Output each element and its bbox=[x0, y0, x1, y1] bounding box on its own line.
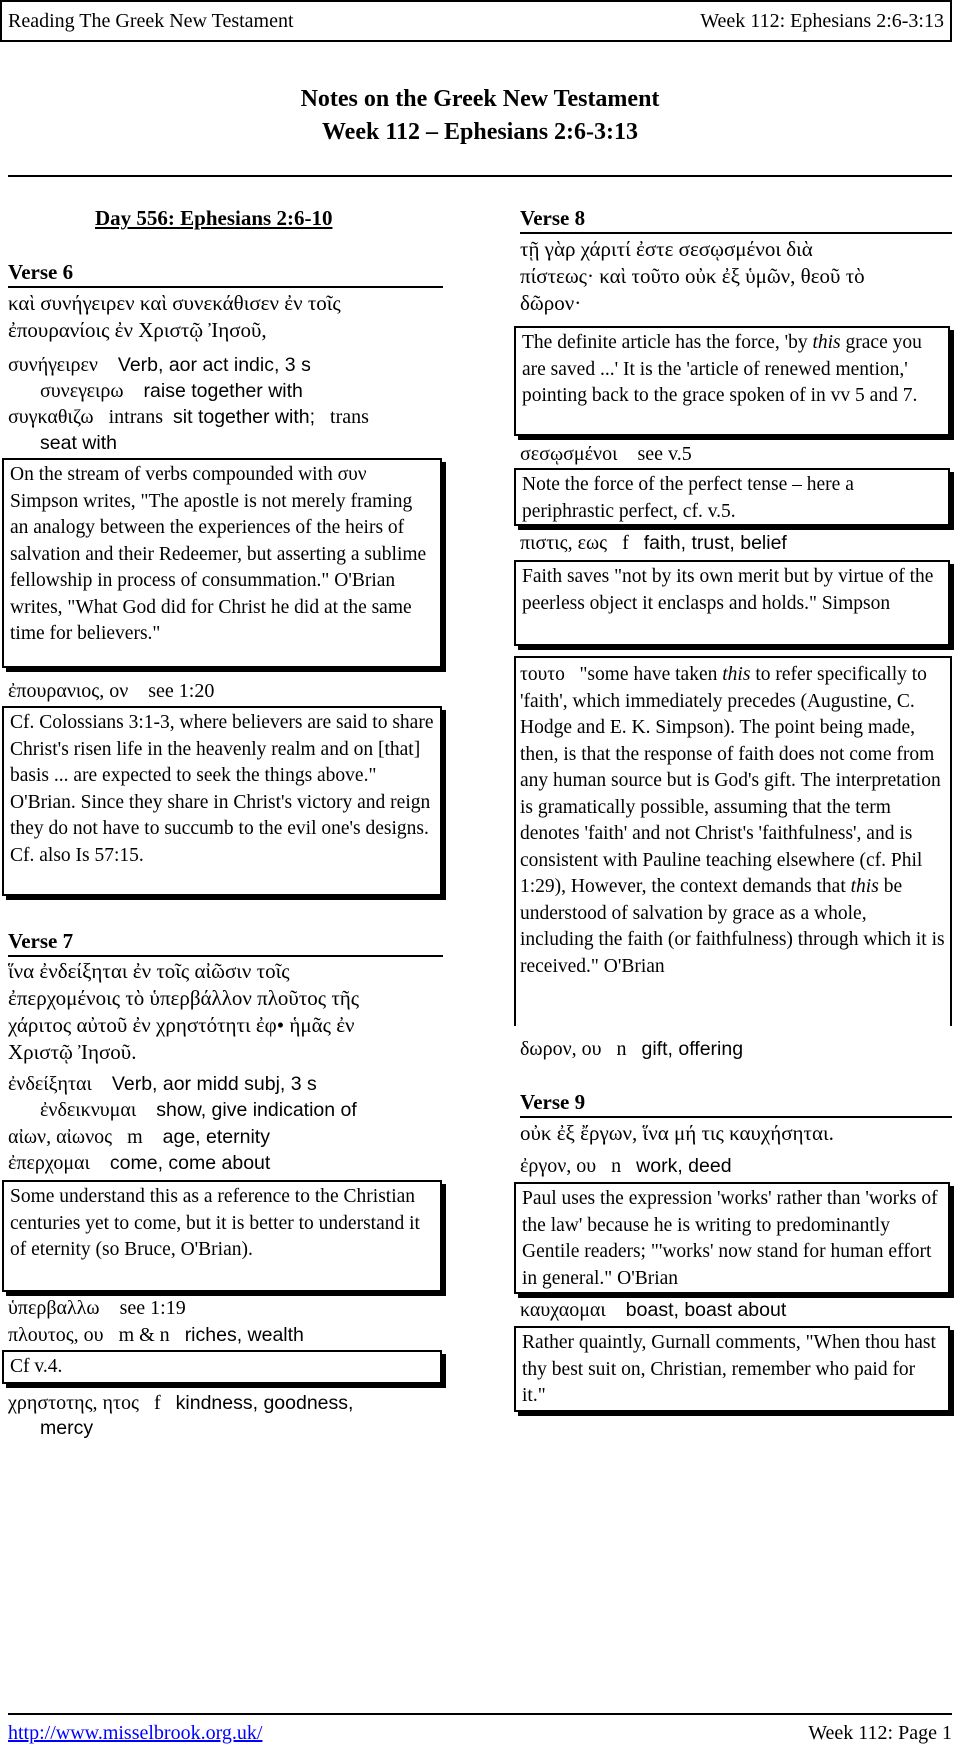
gloss: riches, wealth bbox=[184, 1324, 304, 1346]
note-box-verse8-3: Faith saves "not by its own merit but by virtue of the peerless object it enclasps and holds." Simpson bbox=[514, 560, 950, 646]
header-right: Week 112: Ephesians 2:6-3:13 bbox=[700, 10, 944, 32]
word: δωρον, ου bbox=[520, 1038, 602, 1060]
parse-endeixetai bbox=[8, 1071, 317, 1097]
day-heading: Day 556: Ephesians 2:6-10 bbox=[95, 206, 333, 230]
verse7-greek-line2: ἐπερχομένοις τὸ ὑπερβάλλον πλοῦτος τῆς bbox=[8, 986, 360, 1010]
note-box-verse6-2: Cf. Colossians 3:1-3, where believers are said to share Christ's risen life in the heavenly realm and on [that] basis ... are expected to seek the things above." O'Brian. Since they share in Christ's victory and reign they do not have to succumb to the evil one's designs. Cf. also Is 57:15. bbox=[2, 706, 442, 896]
gloss: sit together with; bbox=[173, 406, 316, 428]
verse7-greek-line1: ἵνα ἐνδείξηται ἐν τοῖς αἰῶσιν τοῖς bbox=[8, 959, 290, 983]
note-box-verse8-2: Note the force of the perfect tense – here a periphrastic perfect, cf. v.5. bbox=[514, 468, 950, 526]
word: συνεγειρω bbox=[40, 380, 124, 402]
lex-endeiknymai bbox=[40, 1097, 357, 1123]
note-box-verse8-1: The definite article has the force, 'by this grace you are saved ...' It is the 'article of renewed mention,' pointing back to the grace spoken of in vv 5 and 7. bbox=[514, 326, 950, 436]
word: ἐπερχομαι bbox=[8, 1152, 90, 1174]
gloss: age, eternity bbox=[162, 1126, 270, 1148]
gender: m bbox=[127, 1126, 143, 1148]
ref: see 1:20 bbox=[148, 680, 215, 702]
gloss: come, come about bbox=[109, 1152, 271, 1174]
verse6-greek-line1: καὶ συνήγειρεν καὶ συνεκάθισεν ἐν τοῖς bbox=[8, 291, 341, 315]
verse7-greek-line4: Χριστῷ Ἰησοῦ. bbox=[8, 1040, 137, 1064]
verse9-heading: Verse 9 bbox=[520, 1090, 586, 1114]
word: ἐπουρανιος, ον bbox=[8, 680, 129, 702]
word: συνήγειρεν bbox=[8, 354, 98, 376]
word: ἐργον, ου bbox=[520, 1155, 597, 1177]
gender: n bbox=[611, 1155, 622, 1177]
verse6-rule bbox=[8, 286, 443, 288]
verse7-heading: Verse 7 bbox=[8, 929, 74, 953]
note-touto: τουτο "some have taken this to refer specifically to 'faith', which immediately precedes (Augustine, C. Hodge and E. K. Simpson). The point being made, then, is that the response of faith does not come from any human source but is God's gift. The interpretation is gramatically possible, assuming that the term denotes 'faith' and not Christ's 'faithfulness', and is consistent with Pauline teaching elsewhere (cf. Phil 1:29), However, the context demands that this be understood of salvation by grace as a whole, including the faith (or faithfulness) through which it is received." O'Brian bbox=[520, 664, 945, 977]
word: συγκαθιζω bbox=[8, 406, 94, 428]
lex-synegeiro bbox=[40, 378, 303, 404]
gloss: boast, boast about bbox=[625, 1299, 787, 1321]
footer-link[interactable]: http://www.misselbrook.org.uk/ bbox=[8, 1722, 263, 1744]
verse9-greek-line1: οὐκ ἐξ ἔργων, ἵνα μή τις καυχήσηται. bbox=[520, 1121, 834, 1145]
gender: f bbox=[153, 1392, 161, 1414]
verse6-heading: Verse 6 bbox=[8, 260, 74, 284]
word: σεσῳσμένοι bbox=[520, 443, 618, 465]
lex-synkathizo bbox=[8, 404, 369, 430]
lex-hyperballo bbox=[8, 1295, 186, 1321]
parse: Verb, aor act indic, 3 s bbox=[117, 354, 311, 376]
word: χρηστοτης, ητος bbox=[8, 1392, 139, 1414]
note-box-verse9-1: Paul uses the expression 'works' rather than 'works of the law' because he is writing to predominantly Gentile readers; "'works' now stand for human effort in general." O'Brian bbox=[514, 1182, 950, 1294]
title-rule bbox=[8, 175, 952, 177]
verse8-greek-line1: τῇ γὰρ χάριτί ἐστε σεσῳσμένοι διὰ bbox=[520, 237, 813, 261]
lex-eperchomai bbox=[8, 1150, 270, 1176]
footer-rule bbox=[8, 1713, 952, 1715]
gloss: faith, trust, belief bbox=[643, 532, 787, 554]
verse7-rule bbox=[8, 955, 443, 957]
verse8-rule bbox=[520, 232, 952, 234]
verse9-rule bbox=[520, 1116, 952, 1118]
note-box-verse9-2: Rather quaintly, Gurnall comments, "When thou hast thy best suit on, Christian, remember who paid for it." bbox=[514, 1326, 950, 1412]
word: πλουτος, ου bbox=[8, 1324, 104, 1346]
note-box-verse7-1: Some understand this as a reference to the Christian centuries yet to come, but it is better to understand it of eternity (so Bruce, O'Brian). bbox=[2, 1180, 442, 1292]
word: αἰων, αἰωνος bbox=[8, 1126, 113, 1148]
page-title-line2: Week 112 – Ephesians 2:6-3:13 bbox=[321, 119, 639, 145]
word: καυχαομαι bbox=[520, 1299, 606, 1321]
ref: see 1:19 bbox=[119, 1297, 186, 1319]
verse7-greek-line3: χάριτος αὐτοῦ ἐν χρηστότητι ἐφ• ἡμᾶς ἐν bbox=[8, 1013, 355, 1037]
note-box-verse6-1: On the stream of verbs compounded with συν Simpson writes, "The apostle is not merely framing an analogy between the experiences of the heirs of salvation and their Redeemer, but asserting a sublime fellowship in process of consummation." O'Brian writes, "What God did for Christ he did at the same time for believers." bbox=[2, 458, 442, 668]
lex-ploutos bbox=[8, 1322, 304, 1348]
lex-epouranios bbox=[8, 678, 214, 704]
lex-synkathizo-gloss2: seat with bbox=[40, 432, 117, 454]
word: ἐνδείξηται bbox=[8, 1073, 92, 1095]
note-box-verse7-2: Cf v.4. bbox=[2, 1350, 442, 1384]
note: intrans bbox=[108, 406, 164, 428]
gloss: gift, offering bbox=[641, 1038, 744, 1060]
footer-left bbox=[8, 1722, 262, 1745]
lex-aion bbox=[8, 1124, 270, 1150]
gloss: work, deed bbox=[636, 1155, 732, 1177]
lex-chrestotes bbox=[8, 1390, 353, 1416]
word: ὑπερβαλλω bbox=[8, 1297, 100, 1319]
gloss: show, give indication of bbox=[156, 1099, 357, 1121]
gloss: kindness, goodness, bbox=[175, 1392, 354, 1414]
lex-chrestotes-gloss2: mercy bbox=[40, 1417, 94, 1439]
ref: see v.5 bbox=[637, 443, 692, 465]
note-touto-top-border bbox=[514, 656, 950, 658]
word: πιστις, εως bbox=[520, 532, 608, 554]
gender: f bbox=[622, 532, 629, 554]
header-left: Reading The Greek New Testament bbox=[8, 10, 294, 32]
footer-right: Week 112: Page 1 bbox=[808, 1722, 952, 1744]
note-touto-left-border bbox=[514, 656, 516, 1026]
parse-synegeiren bbox=[8, 352, 311, 378]
lex-sesosmenoi bbox=[520, 441, 692, 467]
verse8-heading: Verse 8 bbox=[520, 206, 586, 230]
note-touto-right-border bbox=[950, 656, 952, 1026]
lex-doron bbox=[520, 1036, 743, 1062]
running-header bbox=[0, 0, 952, 42]
gender: n bbox=[616, 1038, 627, 1060]
gloss: raise together with bbox=[143, 380, 303, 402]
verse8-greek-line3: δῶρον· bbox=[520, 291, 582, 315]
lex-ergon bbox=[520, 1153, 732, 1179]
page-title-line1: Notes on the Greek New Testament bbox=[300, 86, 660, 112]
gender: m & n bbox=[118, 1324, 170, 1346]
word: ἐνδεικνυμαι bbox=[40, 1099, 137, 1121]
verse6-greek-line2: ἐπουρανίοις ἐν Χριστῷ Ἰησοῦ, bbox=[8, 318, 267, 342]
lex-pistis bbox=[520, 530, 787, 556]
note: trans bbox=[330, 406, 369, 428]
parse: Verb, aor midd subj, 3 s bbox=[111, 1073, 317, 1095]
verse8-greek-line2: πίστεως· καὶ τοῦτο οὐκ ἐξ ὑμῶν, θεοῦ τὸ bbox=[520, 264, 865, 288]
lex-kauchaomai bbox=[520, 1297, 786, 1323]
